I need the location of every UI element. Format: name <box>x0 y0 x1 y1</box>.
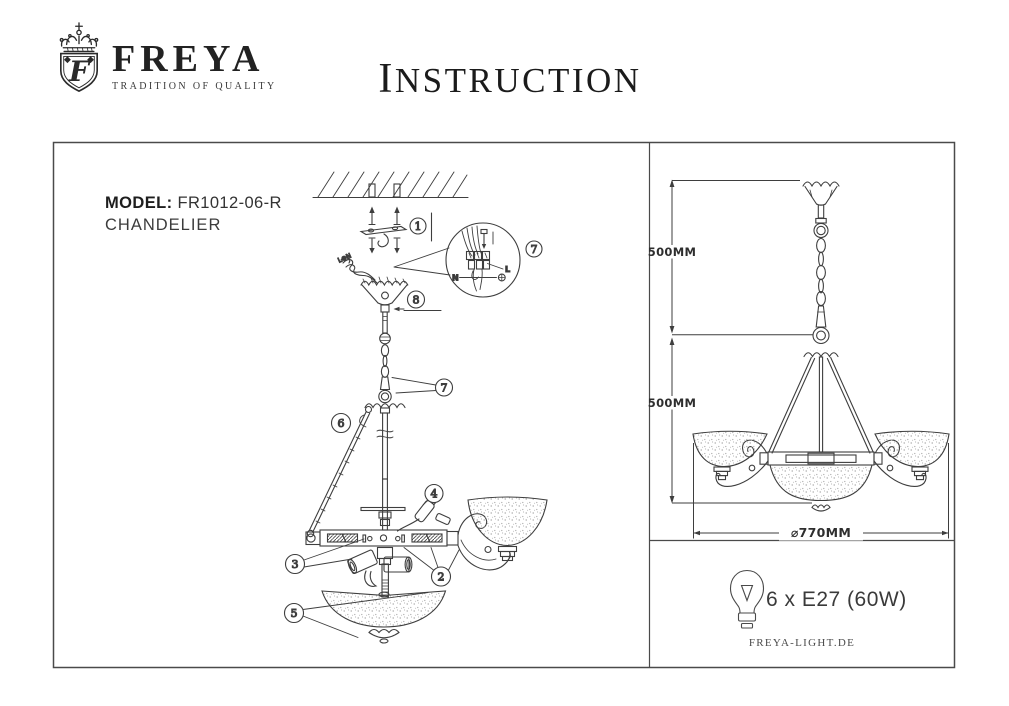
brand-tagline: TRADITION OF QUALITY <box>112 81 277 92</box>
detail-leader <box>394 248 450 275</box>
svg-text:7: 7 <box>530 242 538 256</box>
logo-monogram: F <box>69 54 89 88</box>
callout-1 <box>410 218 426 234</box>
model-label: MODEL: <box>105 194 173 212</box>
assembled-chandelier <box>693 182 949 511</box>
side-arm-shade <box>458 497 547 570</box>
upper-drop-dimension: 500MM <box>647 245 697 259</box>
bulb-icon <box>731 571 764 629</box>
product-type: CHANDELIER <box>105 216 222 234</box>
canopy-exploded <box>361 277 408 333</box>
live-label: L <box>505 265 511 274</box>
svg-text:1: 1 <box>414 219 422 233</box>
svg-text:5: 5 <box>290 606 298 620</box>
callout-4 <box>423 485 443 506</box>
svg-text:7: 7 <box>440 381 448 395</box>
lower-drop-dimension: 500MM <box>647 396 697 410</box>
callout-8 <box>394 291 442 311</box>
model-number: FR1012-06-R <box>177 194 282 212</box>
website: FREYA-LIGHT.DE <box>748 637 856 649</box>
body-ring <box>306 530 458 546</box>
lamp-sockets <box>346 548 411 598</box>
page-title: INSTRUCTION <box>378 56 642 102</box>
callout-7 <box>392 378 453 397</box>
chain-assembly <box>365 333 405 479</box>
svg-text:4: 4 <box>430 487 438 501</box>
neutral-label: N <box>452 273 459 283</box>
svg-text:3: 3 <box>291 557 299 571</box>
wiring-detail-circle <box>446 223 520 297</box>
callout-6 <box>332 414 351 433</box>
ceiling-hatch <box>313 172 468 198</box>
svg-text:2: 2 <box>437 570 445 584</box>
svg-text:8: 8 <box>412 293 420 307</box>
brand-name: FREYA <box>112 38 265 80</box>
wire-lpn-label: L⊕N <box>336 251 353 265</box>
svg-text:6: 6 <box>337 416 345 430</box>
lamp-spec: 6 x E27 (60W) <box>766 588 907 611</box>
callout-7-detail <box>526 241 542 257</box>
diameter-dimension: ⌀770MM <box>790 525 852 540</box>
